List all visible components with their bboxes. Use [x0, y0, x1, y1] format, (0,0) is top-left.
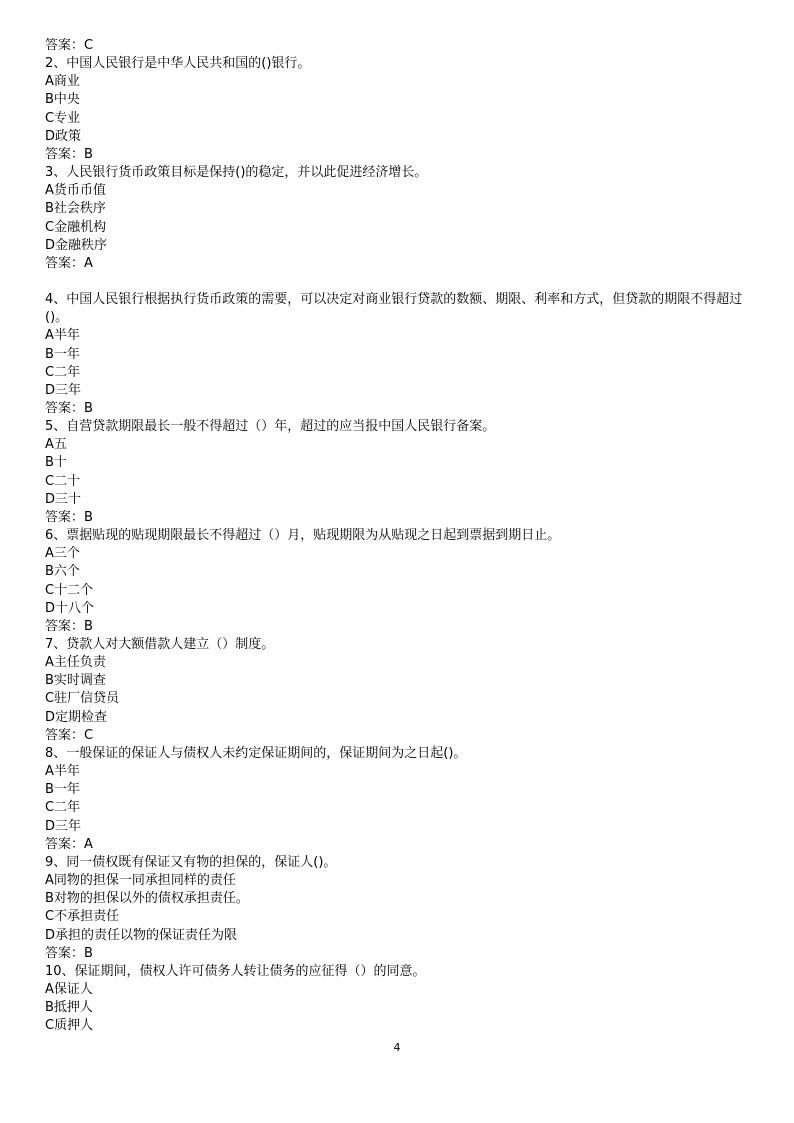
option-line: C十二个	[45, 582, 94, 598]
question-text: 9、同一债权既有保证又有物的担保的，保证人()。	[45, 854, 337, 870]
page-number: 4	[393, 1041, 401, 1054]
option-line: A半年	[45, 764, 80, 780]
option-line: B六个	[45, 564, 80, 580]
option-line: A同物的担保一同承担同样的责任	[45, 873, 236, 889]
question-text: 8、一般保证的保证人与债权人未约定保证期间的，保证期间为之日起()。	[45, 745, 467, 761]
option-line: A三个	[45, 546, 80, 562]
answer-line: 答案：B	[45, 509, 93, 525]
option-line: D三年	[45, 818, 82, 834]
question-block	[45, 291, 755, 418]
answer-line: 答案：A	[45, 255, 93, 271]
question-text: 10、保证期间，债权人许可债务人转让债务的应征得（）的同意。	[45, 963, 426, 979]
option-line: B对物的担保以外的债权承担责任。	[45, 891, 249, 907]
answer-line: 答案：B	[45, 146, 93, 162]
document-body	[45, 37, 755, 1035]
option-line: B社会秩序	[45, 201, 106, 217]
option-line: B一年	[45, 782, 80, 798]
answer-line: 答案：B	[45, 945, 93, 961]
option-line: C不承担责任	[45, 909, 120, 925]
option-line: A半年	[45, 328, 80, 344]
option-line: D承担的责任以物的保证责任为限	[45, 927, 238, 943]
option-line: D三年	[45, 382, 82, 398]
option-line: D三十	[45, 491, 82, 507]
option-line: D金融秩序	[45, 237, 108, 253]
option-line: C二十	[45, 473, 81, 489]
option-line: D定期检查	[45, 709, 108, 725]
option-line: A主任负责	[45, 655, 106, 671]
option-line: A五	[45, 437, 67, 453]
question-text: 2、中国人民银行是中华人民共和国的()银行。	[45, 56, 311, 72]
question-text: 3、人民银行货币政策目标是保持()的稳定，并以此促进经济增长。	[45, 165, 428, 181]
question-text: 7、贷款人对大额借款人建立（）制度。	[45, 637, 275, 652]
question-block	[45, 527, 755, 636]
option-line: B十	[45, 455, 67, 471]
question-block	[45, 963, 755, 1036]
option-line: B中央	[45, 92, 80, 108]
answer-line: 答案：A	[45, 836, 93, 852]
option-line: C驻厂信贷员	[45, 691, 120, 707]
answer-line: 答案：B	[45, 618, 93, 634]
option-line: C质押人	[45, 1018, 94, 1034]
question-text: 5、自营贷款期限最长一般不得超过（）年，超过的应当报中国人民银行备案。	[45, 419, 496, 435]
question-block	[45, 854, 755, 963]
answer-line: 答案：C	[45, 38, 94, 53]
question-block	[45, 745, 755, 854]
question-block	[45, 636, 755, 745]
question-block	[45, 55, 755, 164]
option-line: C专业	[45, 110, 81, 126]
option-line: B一年	[45, 346, 80, 362]
option-line: B实时调查	[45, 673, 106, 689]
blank-line	[45, 273, 755, 291]
option-line: B抵押人	[45, 1000, 93, 1016]
answer-line: 答案：B	[45, 400, 93, 416]
option-line: A保证人	[45, 981, 93, 997]
option-line: D十八个	[45, 600, 95, 616]
question-block	[45, 418, 755, 527]
option-line: A商业	[45, 74, 80, 90]
question-text: 4、中国人民银行根据执行货币政策的需要，可以决定对商业银行贷款的数额、期限、利率和方式，但贷款的期限不得超过()。	[45, 292, 743, 326]
option-line: D政策	[45, 128, 82, 144]
option-line: A货币币值	[45, 183, 106, 199]
option-line: C二年	[45, 364, 81, 380]
question-block	[45, 164, 755, 273]
question-text: 6、票据贴现的贴现期限最长不得超过（）月，贴现期限为从贴现之日起到票据到期日止。	[45, 528, 561, 544]
answer-line: 答案：C	[45, 727, 94, 743]
option-line: C金融机构	[45, 219, 107, 235]
option-line: C二年	[45, 800, 81, 816]
